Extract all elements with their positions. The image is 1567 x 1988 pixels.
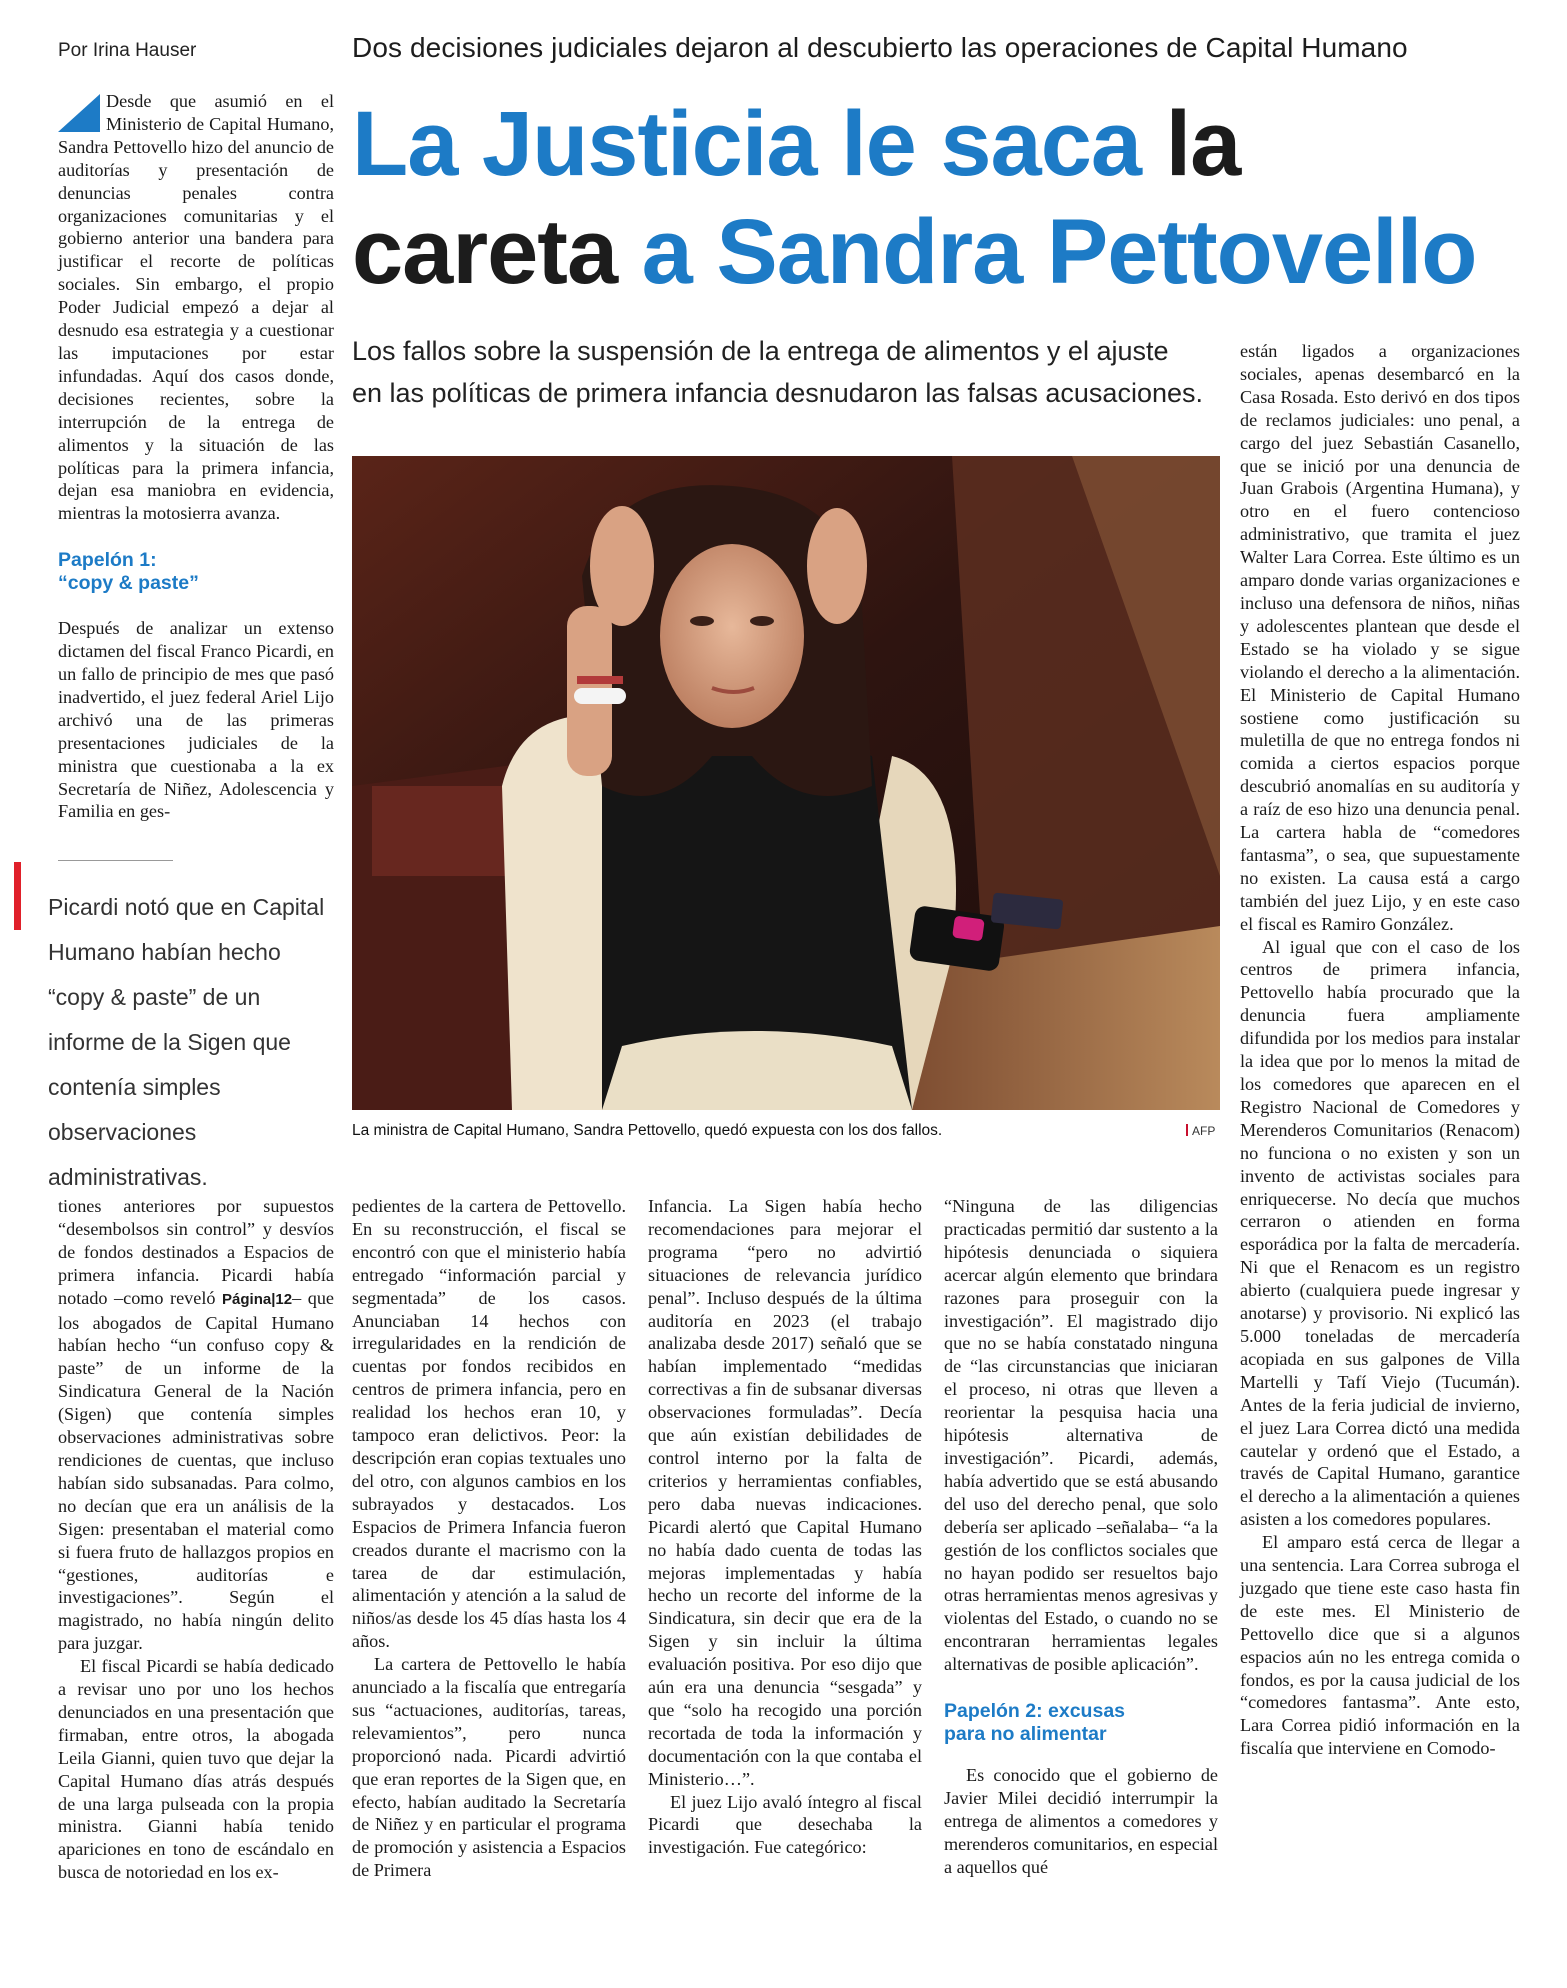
pullquote-bar <box>14 862 21 930</box>
headline-part-1: La Justicia le saca <box>352 93 1142 195</box>
headline-part-3: careta <box>352 201 618 303</box>
headline-part-4: a Sandra Pettovello <box>617 201 1477 303</box>
col1b-paragraph-1 <box>58 1195 334 1655</box>
pagina12-logo: Página|12 <box>222 1290 293 1308</box>
subhead-line-1: Los fallos sobre la suspensión de la entrega de alimentos y el ajuste <box>352 336 1169 366</box>
col2-paragraph-2: La cartera de Pettovello le había anunciado a la fiscalía que entregaría sus “actuaciones, auditorías, tareas, relevamientos”, pero nunca proporcionó nada. Picardi advirtió que eran reportes de la Sigen que, en efecto, habían auditado la Secretaría de Niñez y en particular el programa de promoción y asistencia a Espacios de Primera <box>352 1654 626 1881</box>
section-heading-2-line-2: para no alimentar <box>944 1723 1107 1746</box>
subhead-line-2: en las políticas de primera infancia desnudaron las falsas acusaciones. <box>352 378 1203 408</box>
intro-paragraph <box>58 90 334 525</box>
subhead <box>352 330 1232 414</box>
col3-paragraph-1: Infancia. La Sigen había hecho recomendaciones para mejorar el programa “pero no advirtió situaciones de relevancia jurídico penal”. Incluso después de la última auditoría en 2023 (el trabajo analizaba desde 2017) señaló que se habían implementado “medidas correctivas a fin de subsanar diversas observaciones formuladas”. Decía que aún existían debilidades de control interno por la falta de criterios y herramientas confiables, pero daba nuevas indicaciones. Picardi alertó que Capital Humano no había dado cuenta de todas las mejoras implementadas y había hecho un recorte del informe de la Sindicatura, sin decir que era de la Sigen y sin incluir la última evaluación positiva. Por eso dijo que aún era una denuncia “sesgada” y que “solo ha recogido una porción recortada de toda la información y documentación con la que contaba el Ministerio…”. <box>648 1196 922 1789</box>
photo-credit-text: AFP <box>1192 1124 1216 1138</box>
column-1 <box>58 90 334 823</box>
col1b-paragraph-2: El fiscal Picardi se había dedicado a revisar uno por uno los hechos denunciados en una presentación que firmaban, entre otros, la abogada Leila Gianni, quien tuvo que dejar la Capital Humano días atrás después de una larga pulseada con la propia ministra. Gianni había tenido apariciones en tono de escándalo en busca de notoriedad en los ex- <box>58 1656 334 1883</box>
section-heading-2-line-1: Papelón 2: excusas <box>944 1700 1126 1723</box>
col3-paragraph-2: El juez Lijo avaló íntegro al fiscal Picardi que desechaba la investigación. Fue categórico: <box>648 1791 922 1858</box>
byline: Por Irina Hauser <box>58 40 197 61</box>
col4-paragraph-1: “Ninguna de las diligencias practicadas permitió dar sustento a la hipótesis denunciada o siquiera acercar algún elemento que brindara razones para proseguir con la investigación”. El magistrado dijo que no se había constatado ninguna de “las circunstancias que iniciaran el proceso, ni otras que lleven a reorientar la pesquisa hacia una hipótesis alternativa de investigación”. Picardi, además, había advertido que se está abusando del uso del derecho penal, que solo debería ser aplicado –señalaba– “a la gestión de los conflictos sociales que no hayan podido ser resueltos bajo otras herramientas menos agresivas y violentas del Estado, o cuando no se encontraran herramientas legales alternativas de posible aplicación”. <box>944 1196 1218 1675</box>
col5-paragraph-2: Al igual que con el caso de los centros de primera infancia, Pettovello había procurado que la denuncia fuera ampliamente difundida por los medios para instalar la idea que por lo menos la mitad de los comedores que aparecen en el Registro Nacional de Comedores y Merenderos Comunitarios (Renacom) no funciona o no existen y son un invento de activistas sociales para enriquecerse. No decía que muchos cerraron o atienden en forma esporádica por la falta de mercadería. Ni que el Renacom es un registro abierto (cualquiera puede ingresar y anotarse) y provisorio. Ni explicó las 5.000 toneladas de mercadería acopiada en sus galpones de Villa Martelli y Tafí Viejo (Tucumán). Antes de la feria judicial de invierno, el juez Lara Correa dictó una medida cautelar y ordenó que el Estado, a través de Capital Humano, garantice el derecho a la alimentación a quienes asisten a los comedores populares. <box>1240 936 1520 1530</box>
pullquote: Picardi notó que en Capital Humano habían hecho “copy & paste” de un informe de la Sigen que contenía simples observaciones administrativas. <box>48 894 325 1190</box>
pullquote-rule <box>58 860 173 861</box>
col5-paragraph-3: El amparo está cerca de llegar a una sentencia. Lara Correa subroga el juzgado que tiene este caso hasta fin de este mes. El Ministerio de Pettovello dice que si a algunos espacios aún no les entrega comida o fondos, es por la causa judicial de los “comedores fantasma”. Ante esto, Lara Correa pidió información en la fiscalía que interviene en Comodo- <box>1240 1532 1520 1759</box>
column-4 <box>944 1195 1218 1879</box>
col2-paragraph-1: pedientes de la cartera de Pettovello. En su reconstrucción, el fiscal se encontró con que el ministerio había entregado “información parcial y segmentada” de los casos. Anunciaban 14 hechos con irregularidades en la rendición de cuentas por fondos recibidos en centros de primera infancia, pero en realidad los hechos eran 10, y tampoco eran delictivos. Peor: la descripción eran copias textuales uno del otro, con algunos cambios en los subrayados y destacados. Los Espacios de Primera Infancia fueron creados durante el macrismo con la tarea de dar estimulación, alimentación y atención a la salud de niños/as desde los 45 días hasta los 4 años. <box>352 1196 626 1652</box>
col1-paragraph: Después de analizar un extenso dictamen del fiscal Franco Picardi, en un fallo de principio de mes que pasó inadvertido, el juez federal Ariel Lijo archivó una de las primeras presentaciones judiciales de la ministra que cuestionaba a la ex Secretaría de Niñez, Adolescencia y Familia en ges- <box>58 618 334 822</box>
section-heading-1 <box>58 549 334 595</box>
headline <box>352 90 1522 306</box>
kicker: Dos decisiones judiciales dejaron al descubierto las operaciones de Capital Humano <box>352 32 1408 63</box>
column-2 <box>352 1195 626 1882</box>
photo-credit <box>1186 1124 1215 1138</box>
photo-caption: La ministra de Capital Humano, Sandra Pettovello, quedó expuesta con los dos fallos. <box>352 1122 943 1139</box>
photo <box>352 456 1220 1110</box>
column-1-bottom <box>58 1195 334 1884</box>
minister-photo-illustration <box>352 456 1220 1110</box>
drop-triangle-icon <box>58 94 100 132</box>
column-5 <box>1240 340 1520 1760</box>
col1b-text-1: tiones anteriores por supuestos “desembolsos sin control” y desvíos de fondos destinados a Espacios de primera infancia. Picardi había notado –como reveló <box>58 1196 334 1308</box>
intro-text: Desde que asumió en el Ministerio de Capital Humano, Sandra Pettovello hizo del anuncio de auditorías y presentación de denuncias penales contra organizaciones comunitarias y el gobierno anterior una bandera para justificar el recorte de políticas sociales. Sin embargo, el propio Poder Judicial empezó a dejar al desnudo esa estrategia y a cuestionar las imputaciones por estar infundadas. Aquí dos casos donde, decisiones recientes, sobre la interrupción de la entrega de alimentos y la situación de las políticas para la primera infancia, dejan esa maniobra en evidencia, mientras la motosierra avanza. <box>58 91 334 524</box>
headline-part-2: la <box>1141 93 1241 195</box>
credit-marker <box>1186 1124 1188 1136</box>
section-heading-1-line-1: Papelón 1: <box>58 549 157 572</box>
col4-paragraph-2: Es conocido que el gobierno de Javier Milei decidió interrumpir la entrega de alimentos a comedores y merenderos comunitarios, en especial a aquellos qué <box>944 1765 1218 1877</box>
column-3 <box>648 1195 922 1859</box>
section-heading-2 <box>944 1700 1218 1746</box>
col1b-text-2: – que los abogados de Capital Humano habían hecho “un confuso copy & paste” de un informe de la Sindicatura General de la Nación (Sigen) que contenía simples observaciones administrativas sobre rendiciones de cuentas, que incluso habían sido subsanadas. Para colmo, no decían que era un análisis de la Sigen: presentaban el material como si fuera fruto de hallazgos propios en “gestiones, auditorías e investigaciones”. Según el magistrado, no había ningún delito para juzgar. <box>58 1287 334 1654</box>
section-heading-1-line-2: “copy & paste” <box>58 572 199 595</box>
col5-paragraph-1: están ligados a organizaciones sociales, apenas desembarcó en la Casa Rosada. Esto derivó en dos tipos de reclamos judiciales: uno penal, a cargo del juez Sebastián Casanello, que se inició por una denuncia de Juan Grabois (Argentina Humana), y otro en el fuero contencioso administrativo, que tramita el juez Walter Lara Correa. Este último es un amparo donde varias organizaciones e incluso una defensora de niños, niñas y adolescentes plantean que desde el Estado se ha violado y se sigue violando el derecho a la alimentación. El Ministerio de Capital Humano sostiene como justificación su muletilla de que no entrega fondos ni comida a ciertos espacios porque descubrió anomalías en su auditoría y a raíz de eso hizo una denuncia penal. La cartera habla de “comedores fantasma”, o sea, que supuestamente no existen. La causa está a cargo también del juez Lijo, y en este caso el fiscal es Ramiro González. <box>1240 341 1520 934</box>
